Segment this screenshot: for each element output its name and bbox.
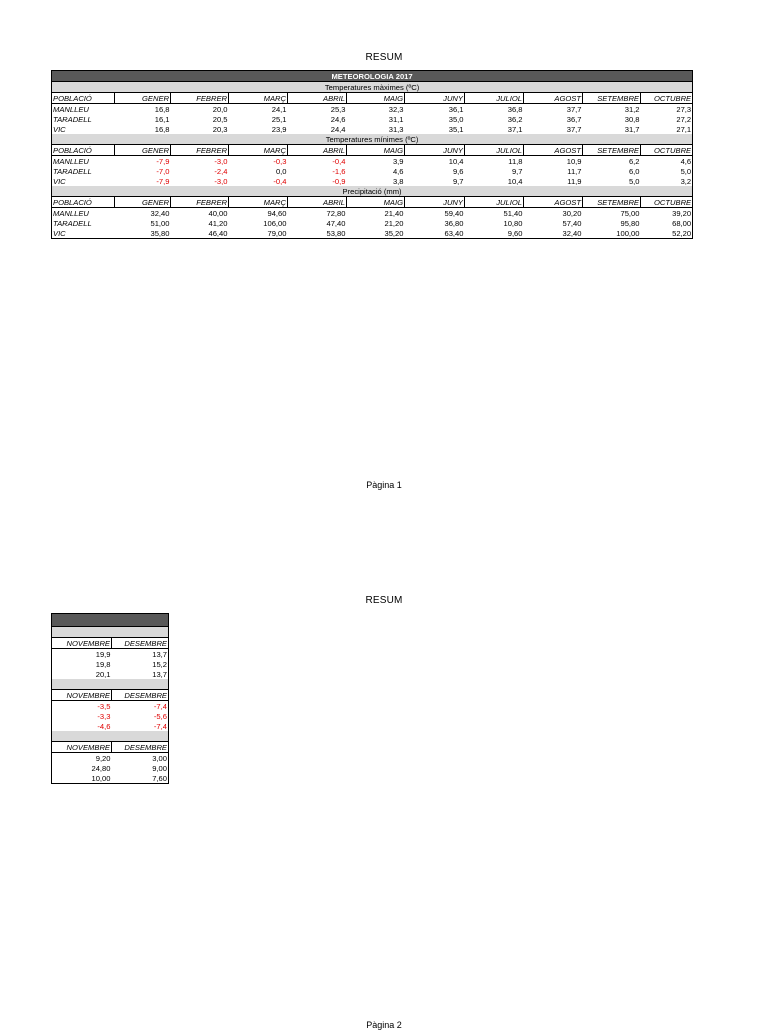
page2-footer: Pàgina 2: [366, 1020, 402, 1030]
section-title-row: [52, 186, 693, 197]
table-row: [52, 763, 169, 773]
column-header: AGOST: [524, 145, 583, 156]
table-row: [52, 669, 169, 679]
column-header: AGOST: [524, 197, 583, 208]
column-header: FEBRER: [171, 145, 229, 156]
table-cell: 36,2: [507, 115, 523, 124]
column-header: FEBRER: [171, 197, 229, 208]
table-cell: 24,6: [330, 115, 346, 124]
table-cell: -3,3: [52, 711, 112, 721]
column-header: GENER: [115, 145, 171, 156]
column-header: POBLACIÓ: [52, 145, 115, 156]
table-cell: 37,7: [566, 125, 582, 134]
table-cell: 21,40: [384, 209, 404, 218]
column-header-row: [52, 93, 693, 104]
table-cell: -5,6: [112, 711, 169, 721]
page1-header: RESUM: [365, 52, 403, 63]
table-row: [52, 753, 169, 764]
table-cell: 19,9: [52, 649, 112, 660]
column-header: OCTUBRE: [641, 145, 693, 156]
section-title: Temperatures mínimes (ºC): [52, 134, 693, 145]
table-cell: 31,3: [388, 125, 404, 134]
table-row: [52, 124, 693, 134]
section-title-continuation: [52, 627, 169, 638]
table-cell: 36,80: [444, 219, 464, 228]
table-row: [52, 701, 169, 712]
column-header: MARÇ: [229, 197, 288, 208]
table-row: [52, 156, 693, 167]
table-row: [52, 166, 693, 176]
table-cell: 35,20: [347, 228, 405, 239]
table-cell: 75,00: [620, 209, 640, 218]
table-cell: 25,3: [330, 105, 346, 114]
table-cell: 3,9: [392, 157, 404, 166]
table-cell: 10,80: [503, 219, 523, 228]
table-row: [52, 228, 693, 239]
city-name: VIC: [52, 228, 115, 239]
table-cell: 21,20: [384, 219, 404, 228]
column-header-row: [52, 638, 169, 649]
table-cell: 9,6: [452, 167, 464, 176]
table-cell: 30,20: [562, 209, 582, 218]
table-cell: 9,20: [52, 753, 112, 764]
table-cell: 19,8: [52, 659, 112, 669]
city-name: VIC: [52, 124, 115, 134]
table-row: [52, 649, 169, 660]
table-cell: 32,3: [388, 105, 404, 114]
table-cell: -1,6: [332, 167, 346, 176]
table-cell: 10,00: [52, 773, 112, 784]
table-row: [52, 104, 693, 115]
table-cell: 11,7: [567, 167, 582, 176]
table-cell: 53,80: [288, 228, 347, 239]
table-cell: -7,9: [156, 177, 170, 186]
table-cell: -3,5: [52, 701, 112, 712]
table-title-row: [52, 614, 169, 627]
city-name: MANLLEU: [52, 208, 115, 219]
section-title-row: [52, 731, 169, 742]
table-cell: 27,2: [641, 114, 693, 124]
table-cell: 95,80: [620, 219, 640, 228]
table-row: [52, 176, 693, 186]
table-cell: 68,00: [641, 218, 693, 228]
table-cell: -2,4: [214, 167, 228, 176]
column-header: POBLACIÓ: [52, 197, 115, 208]
table-cell: 6,2: [628, 157, 640, 166]
column-header: SETEMBRE: [583, 93, 641, 104]
table-cell: 5,0: [641, 166, 693, 176]
table-cell: 35,80: [115, 228, 171, 239]
column-header: DESEMBRE: [112, 742, 169, 753]
column-header: ABRIL: [288, 145, 347, 156]
page2-header: RESUM: [365, 595, 403, 606]
table-cell: -4,6: [52, 721, 112, 731]
column-header: OCTUBRE: [641, 93, 693, 104]
table-cell: 20,0: [212, 105, 228, 114]
table-cell: 52,20: [641, 228, 693, 239]
table-cell: 37,1: [507, 125, 523, 134]
column-header-row: [52, 197, 693, 208]
table-cell: 35,1: [448, 125, 464, 134]
table-cell: 51,00: [150, 219, 170, 228]
column-header: AGOST: [524, 93, 583, 104]
column-header: JUNY: [405, 93, 465, 104]
table-cell: 24,1: [271, 105, 287, 114]
meteorology-table-page2: [51, 613, 169, 784]
column-header: FEBRER: [171, 93, 229, 104]
column-header: ABRIL: [288, 197, 347, 208]
table-cell: 36,1: [448, 105, 464, 114]
table-cell: 9,60: [465, 228, 524, 239]
table-cell: 3,00: [112, 753, 169, 764]
column-header: NOVEMBRE: [52, 742, 112, 753]
table-cell: 51,40: [503, 209, 523, 218]
table-cell: 10,9: [566, 157, 582, 166]
section-title: Temperatures màximes (ºC): [52, 82, 693, 93]
table-cell: 94,60: [267, 209, 287, 218]
table-cell: 20,3: [212, 125, 228, 134]
column-header: JULIOL: [465, 197, 524, 208]
table-cell: 57,40: [562, 219, 582, 228]
table-cell: 63,40: [405, 228, 465, 239]
table-cell: 7,60: [112, 773, 169, 784]
table-row: [52, 114, 693, 124]
table-cell: -7,4: [112, 721, 169, 731]
column-header: MAIG: [347, 93, 405, 104]
column-header: DESEMBRE: [112, 638, 169, 649]
column-header: GENER: [115, 93, 171, 104]
table-row: [52, 208, 693, 219]
column-header: MARÇ: [229, 145, 288, 156]
table-cell: 30,8: [624, 115, 640, 124]
column-header-row: [52, 742, 169, 753]
column-header: OCTUBRE: [641, 197, 693, 208]
table-cell: 27,3: [641, 104, 693, 115]
table-cell: 16,8: [154, 125, 170, 134]
column-header-row: [52, 145, 693, 156]
table-cell: 24,4: [330, 125, 346, 134]
table-cell: 37,7: [566, 105, 582, 114]
column-header: GENER: [115, 197, 171, 208]
table-cell: -7,0: [156, 167, 170, 176]
column-header: JULIOL: [465, 145, 524, 156]
table-cell: 11,8: [508, 157, 523, 166]
table-cell: -7,4: [112, 701, 169, 712]
table-cell: 24,80: [52, 763, 112, 773]
table-cell: 31,7: [624, 125, 640, 134]
page1-footer: Pàgina 1: [366, 480, 402, 490]
table-cell: 36,7: [566, 115, 582, 124]
table-cell: -0,9: [332, 177, 346, 186]
table-cell: 9,7: [452, 177, 464, 186]
city-name: TARADELL: [52, 218, 115, 228]
table-cell: 16,1: [154, 115, 170, 124]
table-cell: -0,4: [273, 177, 287, 186]
table-cell: 4,6: [641, 156, 693, 167]
table-cell: 10,4: [448, 157, 464, 166]
table-title-continuation: [52, 614, 169, 627]
table-cell: 3,8: [392, 177, 404, 186]
table-title-row: [52, 71, 693, 82]
column-header: JULIOL: [465, 93, 524, 104]
column-header: ABRIL: [288, 93, 347, 104]
table-cell: 9,7: [511, 167, 523, 176]
table-cell: 10,4: [507, 177, 523, 186]
table-cell: -3,0: [214, 157, 228, 166]
column-header: JUNY: [405, 197, 465, 208]
table-cell: 41,20: [208, 219, 228, 228]
table-cell: -3,0: [214, 177, 228, 186]
city-name: TARADELL: [52, 114, 115, 124]
table-cell: 35,0: [448, 115, 464, 124]
table-cell: 39,20: [641, 208, 693, 219]
column-header: SETEMBRE: [583, 145, 641, 156]
section-title-continuation: [52, 679, 169, 690]
meteorology-table-page1: [51, 70, 693, 239]
table-cell: 32,40: [524, 228, 583, 239]
section-title-row: [52, 679, 169, 690]
column-header: POBLACIÓ: [52, 93, 115, 104]
table-cell: 11,9: [567, 177, 582, 186]
table-cell: 32,40: [150, 209, 170, 218]
table-cell: 59,40: [444, 209, 464, 218]
column-header-row: [52, 690, 169, 701]
table-cell: 15,2: [112, 659, 169, 669]
column-header: JUNY: [405, 145, 465, 156]
section-title-row: [52, 627, 169, 638]
table-cell: 16,8: [154, 105, 170, 114]
section-title: Precipitació (mm): [52, 186, 693, 197]
column-header: MAIG: [347, 145, 405, 156]
table-cell: 4,6: [392, 167, 404, 176]
column-header: MAIG: [347, 197, 405, 208]
section-title-row: [52, 82, 693, 93]
column-header: MARÇ: [229, 93, 288, 104]
table-row: [52, 711, 169, 721]
table-row: [52, 773, 169, 784]
section-title-continuation: [52, 731, 169, 742]
column-header: DESEMBRE: [112, 690, 169, 701]
table-cell: 31,2: [624, 105, 640, 114]
table-cell: -0,3: [273, 157, 287, 166]
table-cell: 23,9: [271, 125, 287, 134]
table-cell: 0,0: [275, 167, 287, 176]
table-title: METEOROLOGIA 2017: [52, 71, 693, 82]
city-name: VIC: [52, 176, 115, 186]
city-name: TARADELL: [52, 166, 115, 176]
section-title-row: [52, 134, 693, 145]
table-row: [52, 721, 169, 731]
table-cell: -7,9: [156, 157, 170, 166]
table-cell: 47,40: [326, 219, 346, 228]
table-cell: 36,8: [507, 105, 523, 114]
column-header: NOVEMBRE: [52, 638, 112, 649]
table-cell: 3,2: [641, 176, 693, 186]
table-cell: 72,80: [326, 209, 346, 218]
table-cell: 13,7: [112, 649, 169, 660]
table-row: [52, 218, 693, 228]
city-name: MANLLEU: [52, 104, 115, 115]
table-cell: 6,0: [628, 167, 640, 176]
column-header: SETEMBRE: [583, 197, 641, 208]
table-cell: 40,00: [208, 209, 228, 218]
table-cell: 100,00: [583, 228, 641, 239]
table-cell: 27,1: [641, 124, 693, 134]
city-name: MANLLEU: [52, 156, 115, 167]
table-cell: 5,0: [628, 177, 640, 186]
table-cell: 9,00: [112, 763, 169, 773]
table-cell: 20,1: [52, 669, 112, 679]
table-cell: -0,4: [332, 157, 346, 166]
table-cell: 25,1: [271, 115, 287, 124]
table-cell: 46,40: [171, 228, 229, 239]
table-cell: 20,5: [212, 115, 228, 124]
table-cell: 13,7: [112, 669, 169, 679]
column-header: NOVEMBRE: [52, 690, 112, 701]
table-cell: 79,00: [229, 228, 288, 239]
table-cell: 31,1: [388, 115, 404, 124]
table-row: [52, 659, 169, 669]
table-cell: 106,00: [263, 219, 287, 228]
